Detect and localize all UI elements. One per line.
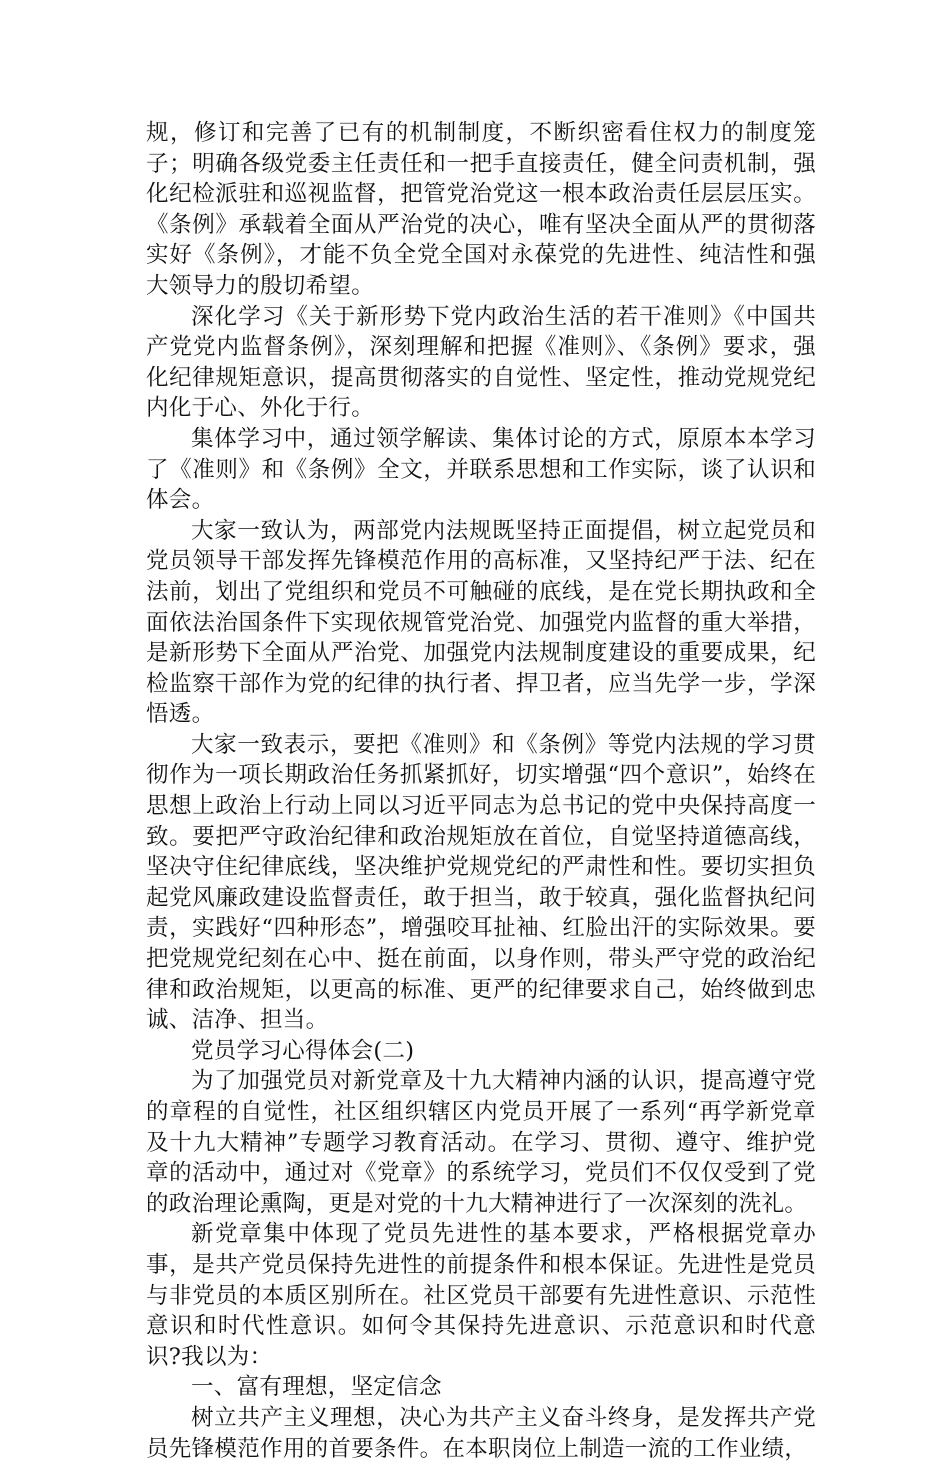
paragraph-5: 大家一致表示，要把《准则》和《条例》等党内法规的学习贯彻作为一项长期政治任务抓紧抓好，切实增强“四个意识”，始终在思想上政治上行动上同以习近平同志为总书记的党中央保持高度一致。要把严守政治纪律和政治规矩放在首位，自觉坚持道德高线，坚决守住纪律底线，坚决维护党规党纪的严肃性和性。要切实担负起党风廉政建设监督责任，敢于担当，敢于较真，强化监督执纪问责，实践好“四种形态”，增强咬耳扯袖、红脸出汗的实际效果。要把党规党纪刻在心中、挺在前面，以身作则，带头严守党的政治纪律和政治规矩，以更高的标准、更严的纪律要求自己，始终做到忠诚、洁净、担当。 [146,731,816,1034]
paragraph-2: 深化学习《关于新形势下党内政治生活的若干准则》《中国共产党党内监督条例》，深刻理解和把握《准则》、《条例》要求，强化纪律规矩意识，提高贯彻落实的自觉性、坚定性，推动党规党纪内化于心、外化于行。 [146,303,816,422]
paragraph-6: 为了加强党员对新党章及十九大精神内涵的认识，提高遵守党的章程的自觉性，社区组织辖区内党员开展了一系列“再学新党章及十九大精神”专题学习教育活动。在学习、贯彻、遵守、维护党章的活动中，通过对《党章》的系统学习，党员们不仅仅受到了党的政治理论熏陶，更是对党的十九大精神进行了一次深刻的洗礼。 [146,1068,816,1217]
subsection-title: 一、富有理想，坚定信念 [191,1374,442,1401]
paragraph-8: 树立共产主义理想，决心为共产主义奋斗终身，是发挥共产党员先锋模范作用的首要条件。在本职岗位上制造一流的工作业绩， [146,1404,816,1462]
paragraph-1: 规，修订和完善了已有的机制制度，不断织密看住权力的制度笼子；明确各级党委主任责任和一把手直接责任，健全问责机制，强化纪检派驻和巡视监督，把管党治党这一根本政治责任层层压实。《条例》承载着全面从严治党的决心，唯有坚决全面从严的贯彻落实好《条例》，才能不负全党全国对永葆党的先进性、纯洁性和强大领导力的殷切希望。 [146,120,816,299]
paragraph-3: 集体学习中，通过领学解读、集体讨论的方式，原原本本学习了《准则》和《条例》全文，并联系思想和工作实际，谈了认识和体会。 [146,425,816,514]
document-page [146,118,816,1464]
section-title: 党员学习心得体会(二) [191,1037,415,1064]
paragraph-4: 大家一致认为，两部党内法规既坚持正面提倡，树立起党员和党员领导干部发挥先锋模范作用的高标准，又坚持纪严于法、纪在法前，划出了党组织和党员不可触碰的底线，是在党长期执政和全面依法治国条件下实现依规管党治党、加强党内监督的重大举措，是新形势下全面从严治党、加强党内法规制度建设的重要成果，纪检监察干部作为党的纪律的执行者、捍卫者，应当先学一步，学深悟透。 [146,517,816,728]
paragraph-7: 新党章集中体现了党员先进性的基本要求，严格根据党章办事，是共产党员保持先进性的前提条件和根本保证。先进性是党员与非党员的本质区别所在。社区党员干部要有先进性意识、示范性意识和时代性意识。如何令其保持先进意识、示范意识和时代意识?我以为： [146,1221,816,1370]
